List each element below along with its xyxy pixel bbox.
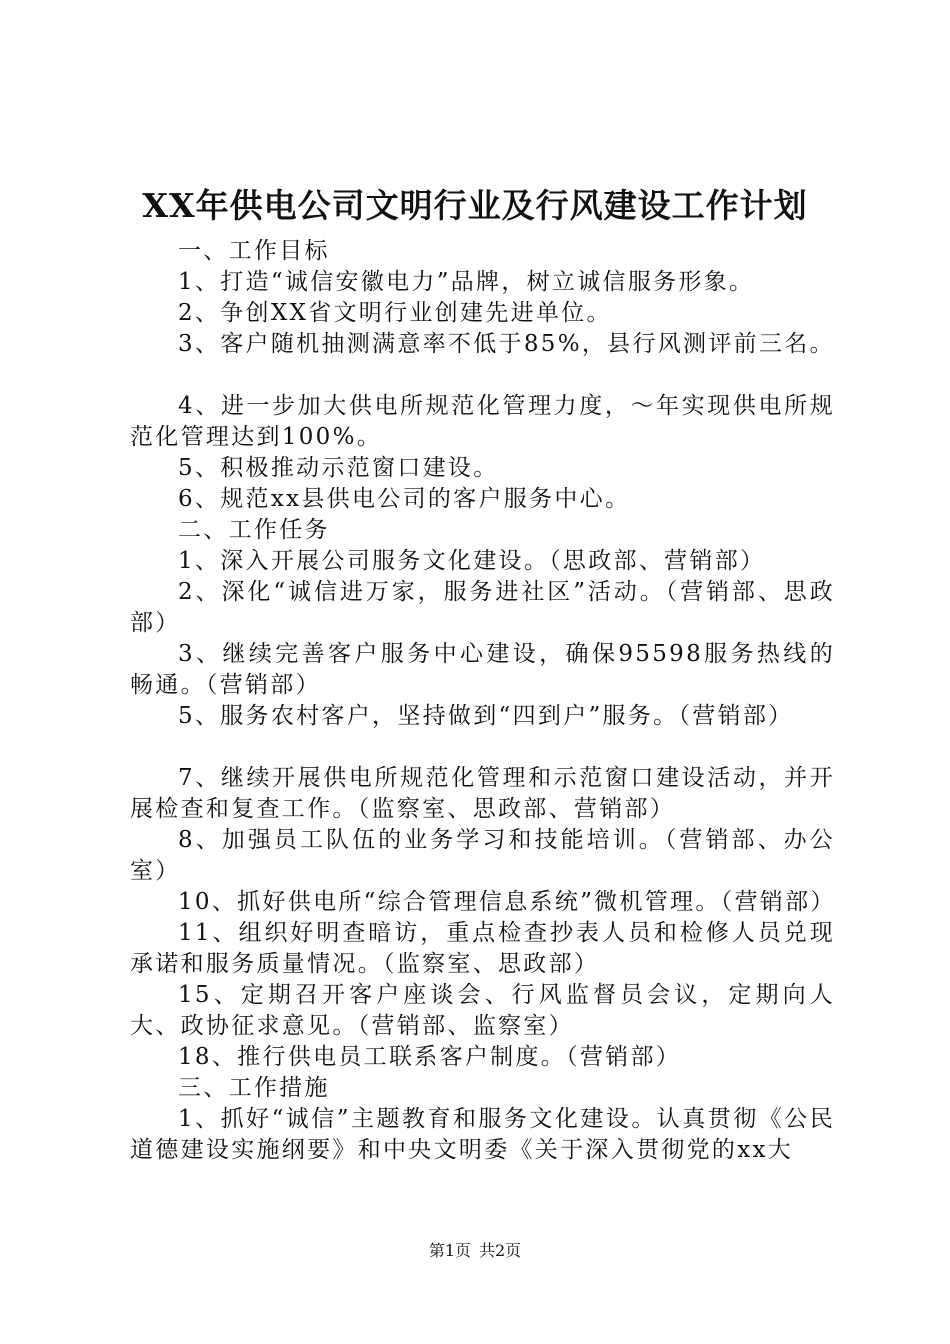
paragraph: 15、定期召开客户座谈会、行风监督员会议，定期向人大、政协征求意见。（营销部、监察室）: [130, 982, 835, 1039]
paragraph: 3、客户随机抽测满意率不低于85%，县行风测评前三名。: [178, 331, 835, 357]
paragraph: 18、推行供电员工联系客户制度。（营销部）: [178, 1044, 682, 1070]
paragraph: 8、加强员工队伍的业务学习和技能培训。（营销部、办公室）: [130, 827, 835, 884]
paragraph: 10、抓好供电所“综合管理信息系统”微机管理。（营销部）: [178, 889, 836, 915]
page-number-current: 第1页: [428, 1241, 471, 1260]
paragraph: 11、组织好明查暗访，重点检查抄表人员和检修人员兑现承诺和服务质量情况。（监察室、思政部）: [130, 920, 835, 977]
paragraph: 2、深化“诚信进万家，服务进社区”活动。（营销部、思政部）: [130, 579, 835, 636]
paragraph: 三、工作措施: [178, 1075, 330, 1101]
paragraph: 5、积极推动示范窗口建设。: [178, 455, 499, 481]
paragraph: 4、进一步加大供电所规范化管理力度，～年实现供电所规范化管理达到100%。: [130, 393, 835, 450]
paragraph: 一、工作目标: [178, 238, 330, 264]
paragraph: 3、继续完善客户服务中心建设，确保95598服务热线的畅通。（营销部）: [130, 641, 835, 698]
paragraph: 5、服务农村客户，坚持做到“四到户”服务。（营销部）: [178, 703, 794, 729]
page-footer: [0, 1240, 950, 1262]
page-number-total: 共2页: [479, 1241, 522, 1260]
document-body: [130, 236, 835, 1166]
paragraph: 1、抓好“诚信”主题教育和服务文化建设。认真贯彻《公民道德建设实施纲要》和中央文明委《关于深入贯彻党的xx大: [130, 1106, 835, 1163]
paragraph: 6、规范xx县供电公司的客户服务中心。: [178, 486, 631, 512]
paragraph: 1、打造“诚信安徽电力”品牌，树立诚信服务形象。: [178, 269, 755, 295]
paragraph: 2、争创XX省文明行业创建先进单位。: [178, 300, 612, 326]
paragraph: 7、继续开展供电所规范化管理和示范窗口建设活动，并开展检查和复查工作。（监察室、思政部、营销部）: [130, 765, 835, 822]
document-title: XX年供电公司文明行业及行风建设工作计划: [142, 186, 808, 225]
paragraph: 二、工作任务: [178, 517, 330, 543]
paragraph: 1、深入开展公司服务文化建设。（思政部、营销部）: [178, 548, 766, 574]
